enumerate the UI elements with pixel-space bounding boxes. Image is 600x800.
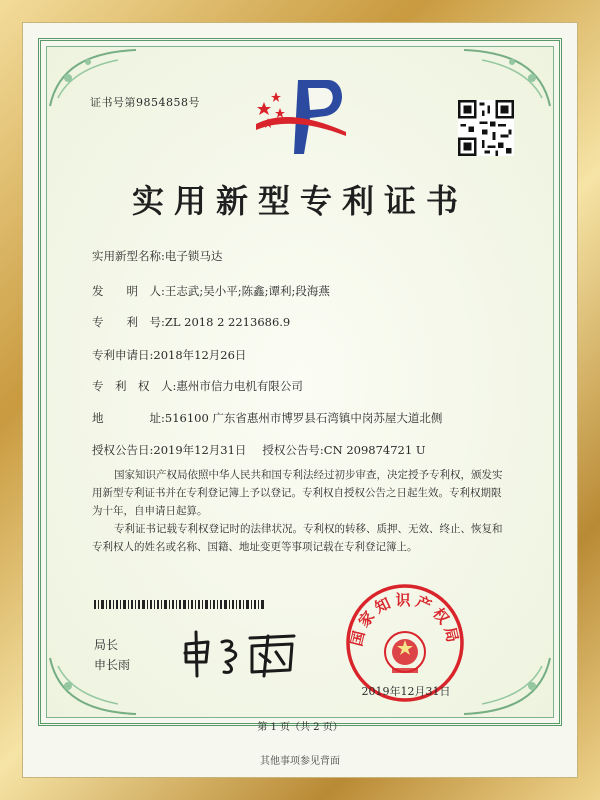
field-label: 专 利 号:	[92, 315, 165, 329]
patent-office-logo-icon	[250, 72, 350, 162]
field-utility-model-name	[92, 248, 222, 264]
field-address	[92, 410, 442, 426]
corner-ornament-bottom-right	[462, 656, 552, 716]
field-value: 516100 广东省惠州市博罗县石湾镇中岗苏屋大道北侧	[164, 411, 443, 425]
field-value: 2018年12月26日	[153, 348, 247, 362]
field-label: 实用新型名称:	[92, 249, 165, 263]
certificate-number: 证书号第9854858号	[90, 96, 200, 109]
field-label: 专利申请日:	[92, 348, 154, 362]
footer-note: 其他事项参见背面	[260, 756, 340, 767]
field-patent-number	[92, 314, 290, 330]
field-value: ZL 2018 2 2213686.9	[164, 315, 291, 329]
field-grant-info	[92, 442, 426, 458]
field-label: 地 址:	[92, 411, 165, 425]
field-value: 2019年12月31日	[153, 443, 247, 457]
paragraph-grant-statement: 国家知识产权局依照中华人民共和国专利法经过初步审查，决定授予专利权，颁发实用新型专利证书并在专利登记簿上予以登记。专利权自授权公告之日起生效。专利权期限为十年，自申请日起算。	[92, 469, 503, 517]
field-label: 授权公告日:	[92, 443, 154, 457]
field-value: 电子锁马达	[164, 249, 223, 263]
field-label: 专 利 权 人:	[92, 379, 177, 393]
page-number: 第 1 页（共 2 页）	[257, 722, 343, 733]
field-patentee	[92, 378, 303, 394]
signatory-name: 申长雨	[94, 658, 131, 672]
barcode-icon	[94, 600, 264, 609]
corner-ornament-top-right	[462, 48, 552, 108]
qr-code-icon	[458, 100, 514, 156]
seal-date: 2019年12月31日	[361, 685, 451, 698]
field-label: 授权公告号:	[262, 443, 324, 457]
field-value: CN 209874721 U	[323, 443, 426, 457]
field-inventors	[92, 283, 330, 299]
signatory-title: 局长	[94, 638, 119, 652]
field-label: 发 明 人:	[92, 284, 165, 298]
field-application-date	[92, 347, 246, 363]
field-value: 王志武;吴小平;陈鑫;谭利;段海燕	[164, 284, 330, 298]
field-value: 惠州市信力电机有限公司	[176, 379, 303, 393]
seal-text: 国家知识产权局	[347, 591, 463, 648]
certificate-title: 实用新型专利证书	[131, 182, 468, 220]
handwritten-signature-icon	[180, 628, 300, 680]
paragraph-legal-status: 专利证书记载专利权登记时的法律状况。专利权的转移、质押、无效、终止、恢复和专利权人的姓名或名称、国籍、地址变更等事项记载在专利登记簿上。	[92, 523, 503, 553]
